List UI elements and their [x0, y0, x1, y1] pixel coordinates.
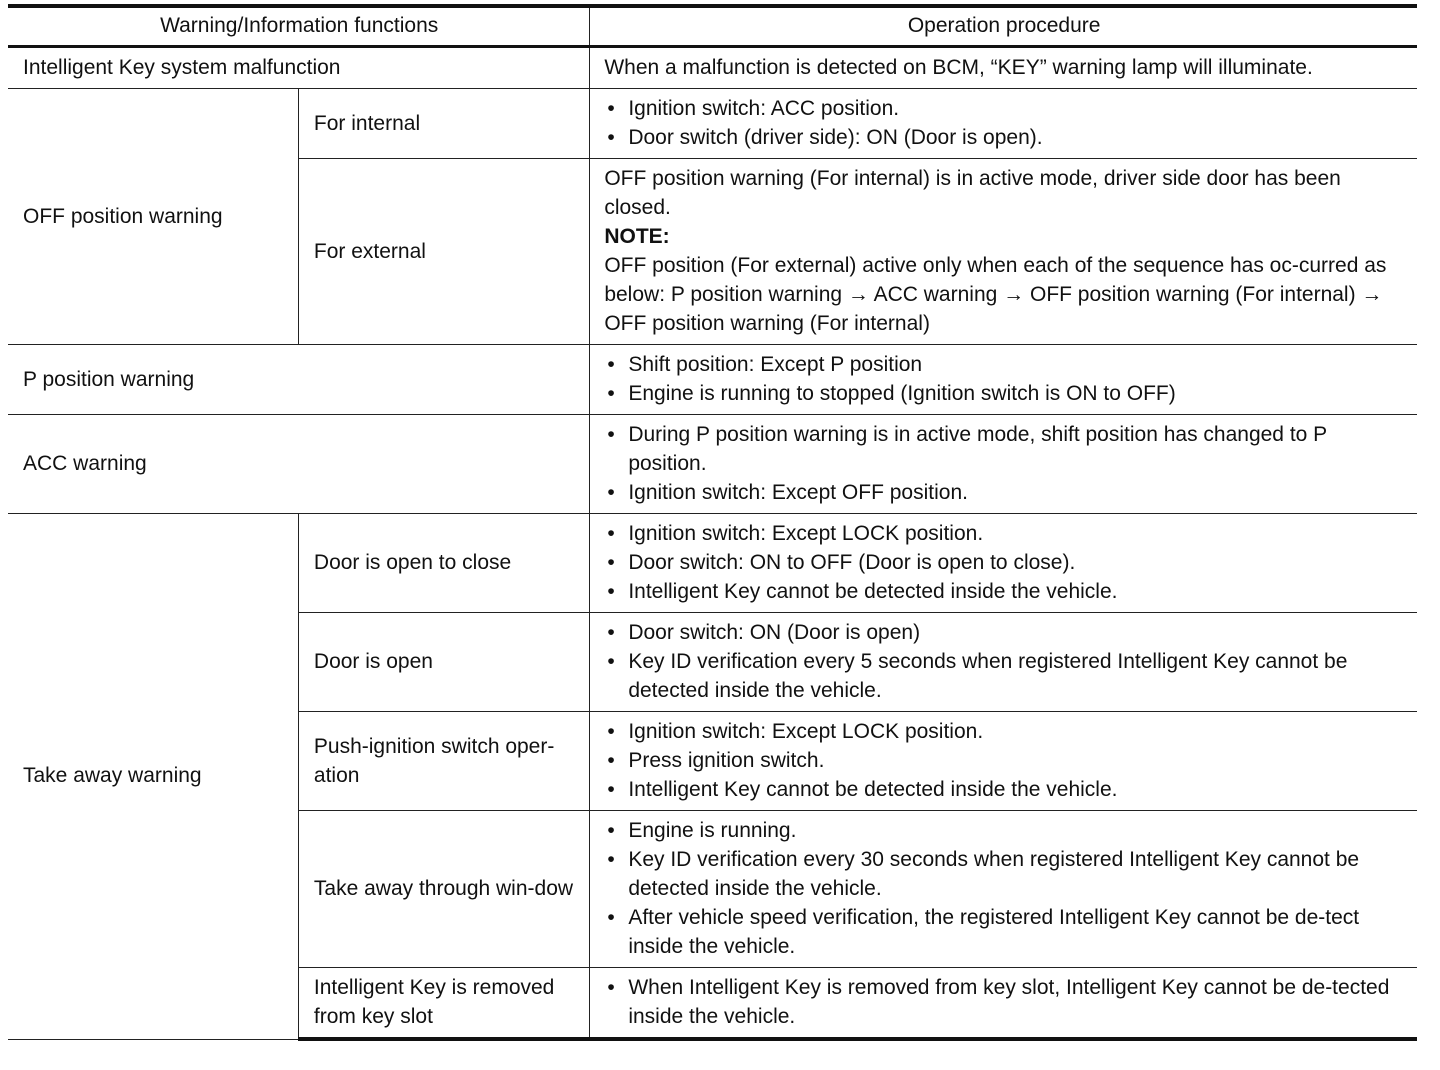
condition-cell: Door is open to close: [298, 514, 589, 613]
list-item: • During P position warning is in active mode, shift position has changed to P position.: [604, 420, 1407, 478]
warning-functions-table: [8, 4, 1417, 1041]
list-item: • Ignition switch: Except LOCK position.: [604, 717, 1407, 746]
list-item: • Intelligent Key cannot be detected inside the vehicle.: [604, 577, 1407, 606]
list-item: • Key ID verification every 5 seconds when registered Intelligent Key cannot be detected inside the vehicle.: [604, 647, 1407, 705]
procedure-cell: [590, 345, 1417, 415]
list-item: • After vehicle speed verification, the registered Intelligent Key cannot be de-tect inside the vehicle.: [604, 903, 1407, 961]
list-item: • Ignition switch: Except LOCK position.: [604, 519, 1407, 548]
table-row-acc: [8, 415, 1417, 514]
bullet-list: [604, 816, 1407, 961]
function-cell: P position warning: [8, 345, 590, 415]
note-label: NOTE:: [604, 225, 670, 248]
procedure-text: OFF position warning (For internal) is in active mode, driver side door has been closed.: [604, 167, 1341, 219]
list-item: • When Intelligent Key is removed from key slot, Intelligent Key cannot be de-tected inside the vehicle.: [604, 973, 1407, 1031]
list-item: • Ignition switch: ACC position.: [604, 94, 1407, 123]
condition-cell: Push-ignition switch oper-ation: [298, 712, 589, 811]
list-item: • Shift position: Except P position: [604, 350, 1407, 379]
header-functions: Warning/Information functions: [8, 6, 590, 47]
procedure-cell: [590, 811, 1417, 968]
list-item: • Ignition switch: Except OFF position.: [604, 478, 1407, 507]
header-procedure: Operation procedure: [590, 6, 1417, 47]
condition-cell: For external: [298, 159, 589, 345]
note-text: OFF position (For external) active only when each of the sequence has oc-curred as below: P position warning → ACC warning → OFF position warning (For internal) → OFF position warning (For internal): [604, 254, 1387, 335]
table-row-p-position: [8, 345, 1417, 415]
procedure-cell: When a malfunction is detected on BCM, “KEY” warning lamp will illuminate.: [590, 47, 1417, 89]
bullet-list: [604, 519, 1407, 606]
function-cell: ACC warning: [8, 415, 590, 514]
list-item: • Key ID verification every 30 seconds when registered Intelligent Key cannot be detected inside the vehicle.: [604, 845, 1407, 903]
function-cell: OFF position warning: [8, 89, 298, 345]
bullet-list: [604, 717, 1407, 804]
list-item: • Door switch: ON (Door is open): [604, 618, 1407, 647]
list-item: • Door switch (driver side): ON (Door is open).: [604, 123, 1407, 152]
function-cell: Take away warning: [8, 514, 298, 1040]
bullet-list: [604, 420, 1407, 507]
procedure-cell: [590, 415, 1417, 514]
procedure-cell: [590, 89, 1417, 159]
table-header-row: [8, 6, 1417, 47]
condition-cell: Door is open: [298, 613, 589, 712]
procedure-cell: [590, 514, 1417, 613]
condition-cell: For internal: [298, 89, 589, 159]
procedure-cell: [590, 712, 1417, 811]
warning-functions-table-container: [8, 4, 1417, 1041]
procedure-cell: [590, 159, 1417, 345]
bullet-list: [604, 973, 1407, 1031]
function-cell: Intelligent Key system malfunction: [8, 47, 590, 89]
list-item: • Door switch: ON to OFF (Door is open to close).: [604, 548, 1407, 577]
bullet-list: [604, 94, 1407, 152]
condition-cell: Intelligent Key is removed from key slot: [298, 968, 589, 1040]
bullet-list: [604, 350, 1407, 408]
condition-cell: Take away through win-dow: [298, 811, 589, 968]
table-row-take-away-door-open-close: [8, 514, 1417, 613]
list-item: • Press ignition switch.: [604, 746, 1407, 775]
table-row-off-internal: [8, 89, 1417, 159]
procedure-cell: [590, 968, 1417, 1040]
bullet-list: [604, 618, 1407, 705]
table-row-ikey-malfunction: [8, 47, 1417, 89]
list-item: • Intelligent Key cannot be detected inside the vehicle.: [604, 775, 1407, 804]
list-item: • Engine is running.: [604, 816, 1407, 845]
list-item: • Engine is running to stopped (Ignition switch is ON to OFF): [604, 379, 1407, 408]
procedure-cell: [590, 613, 1417, 712]
